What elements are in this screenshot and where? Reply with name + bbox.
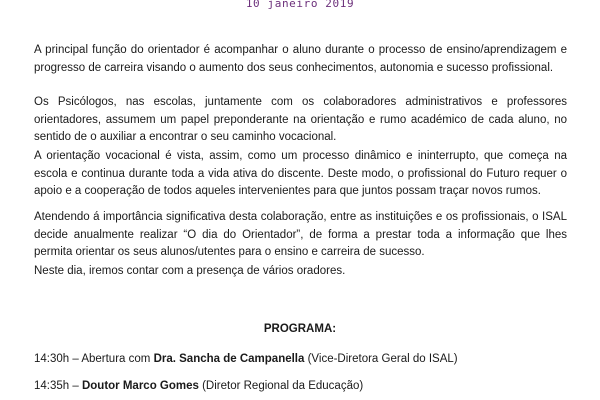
- programa-item-speaker: Dra. Sancha de Campanella: [153, 353, 305, 365]
- programa-item: [34, 351, 574, 367]
- paragraph-isal-event: Atendendo á importância significativa desta colaboração, entre as instituições e os profissionais, o ISAL decide anualmente realizar “O dia do Orientador”, de forma a prestar toda a informação que lhes permita orientar os seus alunos/utentes para o ensino e carreira de sucesso.: [34, 211, 567, 258]
- programa-item-role: (Vice-Diretora Geral do ISAL): [304, 353, 458, 365]
- programa-heading: PROGRAMA:: [263, 323, 337, 335]
- programa-item: [34, 378, 574, 394]
- programa-item-time: 14:30h – Abertura com: [34, 353, 154, 365]
- programa-item-role: (Diretor Regional da Educação): [198, 380, 364, 392]
- programa-item-time: 14:35h –: [34, 380, 82, 392]
- paragraph-vocational-guidance: A orientação vocacional é vista, assim, como um processo dinâmico e ininterrupto, que começa na escola e continua durante toda a vida ativa do discente. Deste modo, o profissional do Futuro requer o apoio e a cooperação de todos aqueles intervenientes para que juntos possam traçar novos rumos.: [34, 150, 567, 197]
- paragraph-intro: A principal função do orientador é acompanhar o aluno durante o processo de ensino/aprendizagem e progresso de carreira visando o aumento dos seus conhecimentos, autonomia e sucesso profissional.: [34, 44, 567, 74]
- programa-item-speaker: Doutor Marco Gomes: [81, 380, 199, 392]
- document-date: 10 janeiro 2019: [245, 0, 355, 10]
- paragraph-speakers: Neste dia, iremos contar com a presença de vários oradores.: [34, 265, 346, 277]
- paragraph-psychologists: Os Psicólogos, nas escolas, juntamente com os colaboradores administrativos e professores orientadores, assumem um papel preponderante na orientação e rumo académico de cada aluno, no sentido de o auxiliar a encontrar o seu caminho vocacional.: [34, 96, 567, 143]
